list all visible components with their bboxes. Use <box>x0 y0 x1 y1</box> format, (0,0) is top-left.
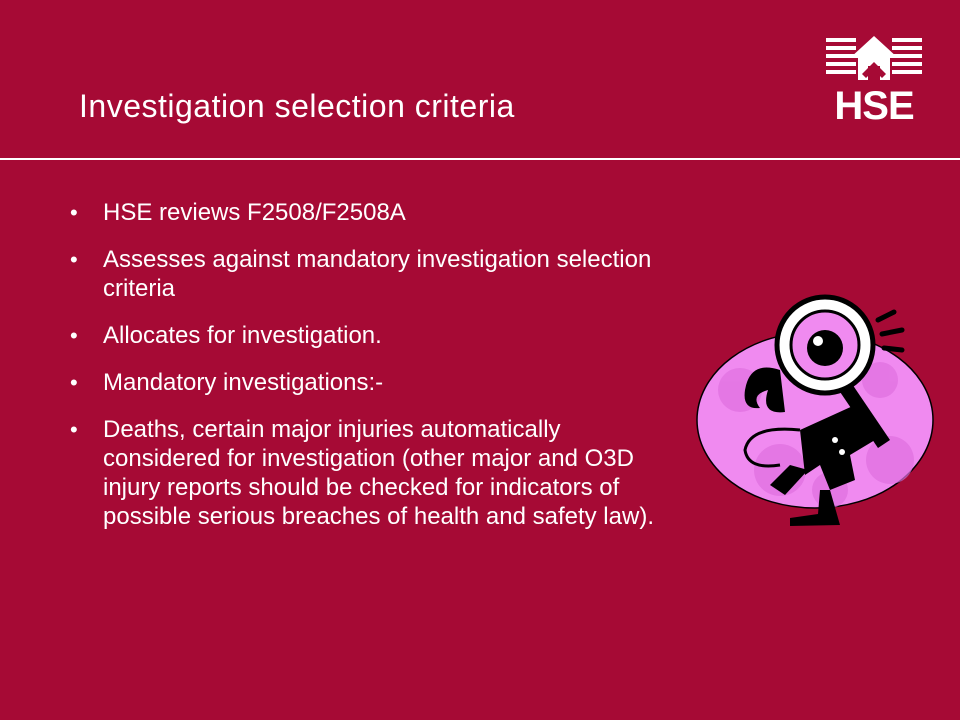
bullet-text: Assesses against mandatory investigation selection criteria <box>103 246 652 302</box>
bullet-item <box>64 368 664 397</box>
magnifying-glass-investigator-icon <box>690 290 940 540</box>
bullet-dot: • <box>70 370 78 395</box>
bullet-text: HSE reviews F2508/F2508A <box>103 199 406 226</box>
bullet-dot: • <box>70 417 78 442</box>
bullet-item <box>64 415 664 531</box>
bullet-dot: • <box>70 323 78 348</box>
bullet-item <box>64 321 664 350</box>
bullet-list <box>64 198 664 549</box>
bullet-text: Mandatory investigations:- <box>103 369 384 396</box>
title-divider <box>0 158 960 160</box>
slide-title: Investigation selection criteria <box>79 88 515 124</box>
bullet-item <box>64 198 664 227</box>
bullet-dot: • <box>70 247 78 272</box>
logo-text: HSE <box>834 84 914 128</box>
bullet-text: Deaths, certain major injuries automatically considered for investigation (other major and O3D injury reports should be checked for indicators of possible serious breaches of health and safety law). <box>103 416 654 530</box>
bullet-item <box>64 245 664 303</box>
bullet-text: Allocates for investigation. <box>103 322 382 349</box>
bullet-dot: • <box>70 200 78 225</box>
